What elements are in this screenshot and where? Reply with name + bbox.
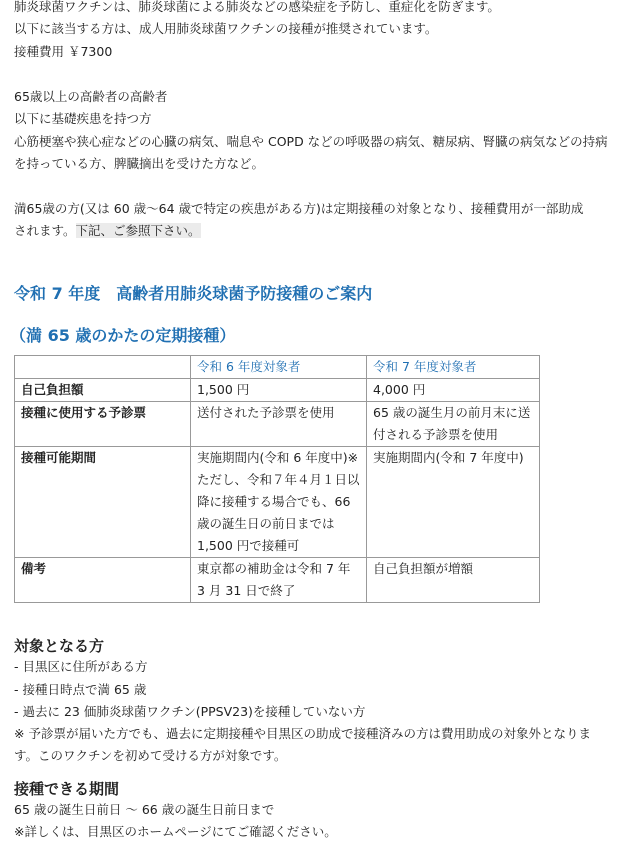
table-row (15, 379, 540, 402)
section-title: 令和 7 年度 高齢者用肺炎球菌予防接種のご案内 (14, 284, 373, 303)
intro-line-1: 肺炎球菌ワクチンは、肺炎球菌による肺炎などの感染症を予防し、重症化を防ぎます。 (14, 0, 500, 14)
period-note: ※詳しくは、目黒区のホームページにてご確認ください。 (14, 824, 337, 839)
table-header-r7: 令和 7 年度対象者 (367, 356, 540, 379)
targets-line-4: を持っている方、脾臓摘出を受けた方など。 (14, 156, 265, 171)
cell-r7-form: 65 歳の誕生月の前月末に送付される予診票を使用 (367, 402, 540, 447)
cell-r7-period: 実施期間内(令和 7 年度中) (367, 447, 540, 558)
row-label-form: 接種に使用する予診票 (15, 402, 191, 447)
targets-line-1: 65歳以上の高齢者の高齢者 (14, 89, 168, 104)
comparison-table (14, 355, 540, 603)
row-label-notes: 備考 (15, 558, 191, 603)
intro-line-2: 以下に該当する方は、成人用肺炎球菌ワクチンの接種が推奨されています。 (14, 21, 438, 36)
cell-r6-cost: 1,500 円 (191, 379, 367, 402)
table-header-empty (15, 356, 191, 379)
eligible-item-3: - 過去に 23 価肺炎球菌ワクチン(PPSV23)を接種していない方 (14, 704, 366, 719)
eligible-item-2: - 接種日時点で満 65 歳 (14, 682, 147, 697)
section-subtitle: （満 65 歳のかたの定期接種） (10, 326, 236, 345)
targets-line-2: 以下に基礎疾患を持つ方 (14, 111, 152, 126)
subsidy-line-2 (14, 220, 612, 242)
cost-line: 接種費用 ￥7300 (14, 44, 113, 59)
cell-r7-cost: 4,000 円 (367, 379, 540, 402)
table-header-row (15, 356, 540, 379)
table-row (15, 558, 540, 603)
table-header-r6: 令和 6 年度対象者 (191, 356, 367, 379)
eligible-note-1: ※ 予診票が届いた方でも、過去に定期接種や目黒区の助成で接種済みの方は費用助成の対象外となりま (14, 726, 591, 741)
period-range: 65 歳の誕生日前日 ～ 66 歳の誕生日前日まで (14, 802, 275, 817)
period-heading: 接種できる期間 (14, 780, 120, 798)
cell-r7-notes: 自己負担額が増額 (367, 558, 540, 603)
subsidy-reference-note: 下記、ご参照下さい。 (75, 223, 201, 238)
targets-line-3: 心筋梗塞や狭心症などの心臓の病気、喘息や COPD などの呼吸器の病気、糖尿病、腎臓の病気などの持病 (14, 134, 608, 149)
eligible-item-1: - 目黒区に住所がある方 (14, 659, 148, 674)
cell-r6-period: 実施期間内(令和 6 年度中)※ただし、令和７年４月１日以降に接種する場合でも、66 歳の誕生日の前日までは 1,500 円で接種可 (191, 447, 367, 558)
cell-r6-form: 送付された予診票を使用 (191, 402, 367, 447)
subsidy-line-2a: されます。 (14, 223, 76, 238)
subsidy-line-1: 満65歳の方(又は 60 歳～64 歳で特定の疾患がある方)は定期接種の対象となり、接種費用が一部助成 (14, 201, 584, 216)
table-row (15, 402, 540, 447)
table-row (15, 447, 540, 558)
row-label-cost: 自己負担額 (15, 379, 191, 402)
cell-r6-notes: 東京都の補助金は令和 7 年 3 月 31 日で終了 (191, 558, 367, 603)
eligible-heading: 対象となる方 (14, 637, 105, 655)
row-label-period: 接種可能期間 (15, 447, 191, 558)
eligible-note-2: す。このワクチンを初めて受ける方が対象です。 (14, 748, 287, 763)
